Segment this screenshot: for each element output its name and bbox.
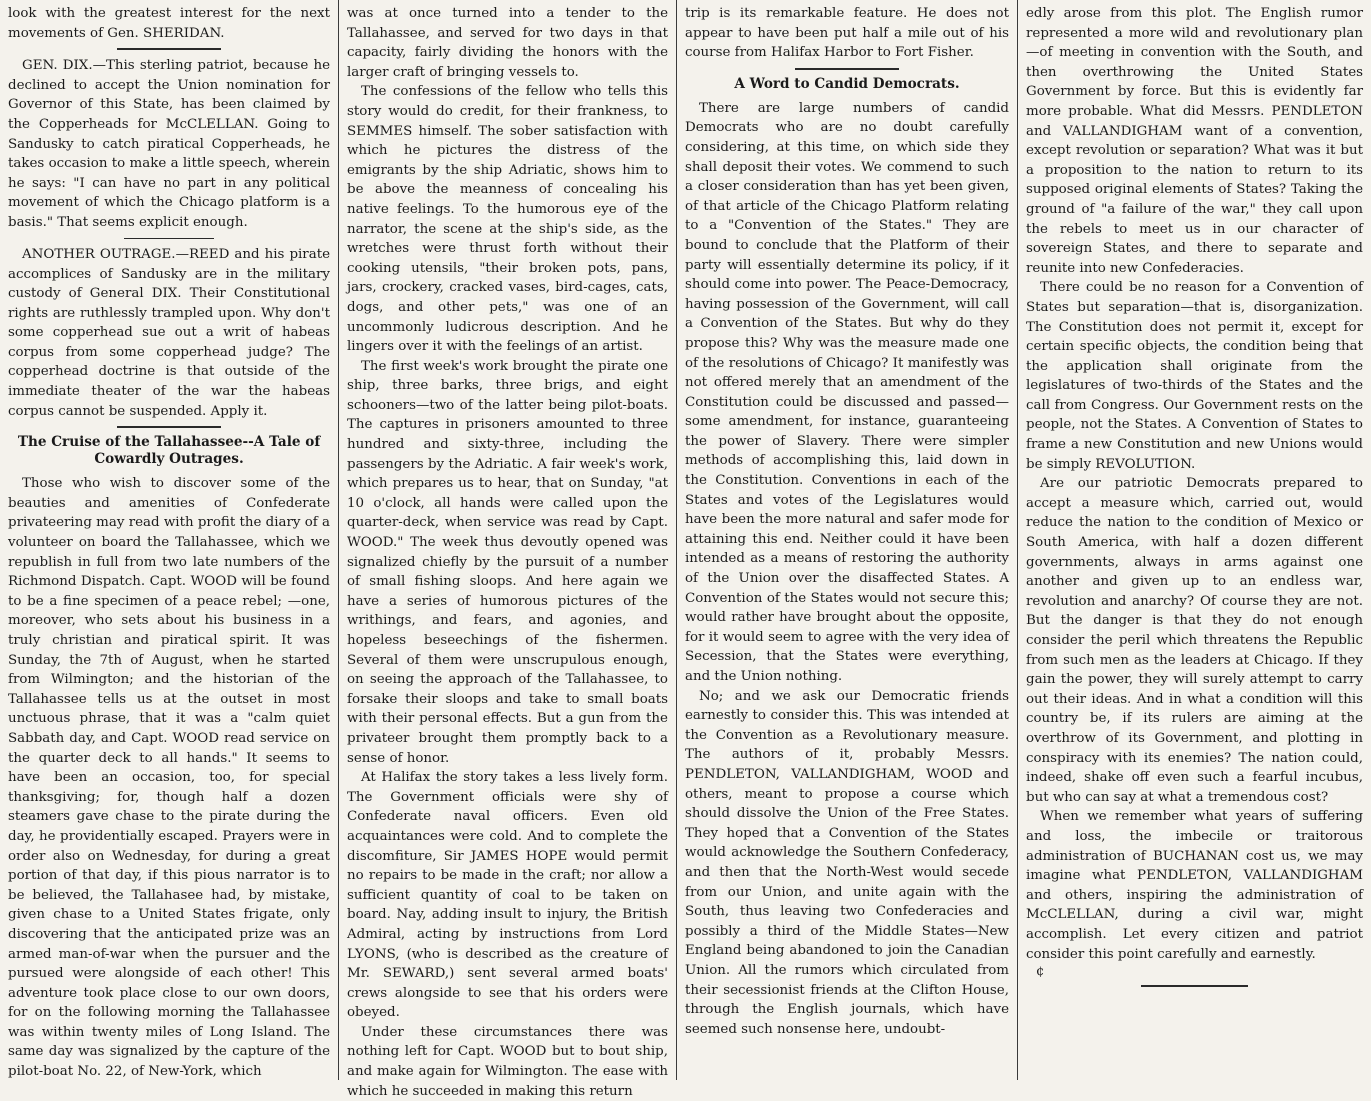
column-4: [1017, 0, 1371, 1080]
paragraph: The confessions of the fellow who tells this story would do credit, for their frankness, to SEMMES himself. The sober satisfaction with which he pictures the distress of the emigrants by the ship Adriatic, shows him to be above the meanness of concealing his native feelings. To the humorous eye of the narrator, the scene at the ship's side, as the wretches were thrust forth without their cooking utensils, "their broken pots, pans, jars, crockery, cracked vases, bird-cages, cats, dogs, and other pets," was one of an uncommonly ludicrous description. And he lingers over it with the feelings of an artist.: [347, 84, 668, 355]
paragraph: Are our patriotic Democrats prepared to accept a measure which, carried out, would reduce the nation to the condition of Mexico or South America, with half a dozen different governments, always in arms against one another and given up to an endless war, revolution and anarchy? Of course they are not. But the danger is that they do not enough consider the peril which threatens the Republic from such men as the leaders at Chicago. If they gain the power, they will surely attempt to carry out their ideas. And in what a condition will this country be, if its rulers are aiming at the overthrow of its Government, and plotting in conspiracy with its enemies? The nation could, indeed, shake off even such a fearful incubus, but who can say at what a tremendous cost?: [1026, 476, 1363, 805]
column-3: [676, 0, 1017, 1080]
paragraph: trip is its remarkable feature. He does not appear to have been put half a mile out of his course from Halifax Harbor to Fort Fisher.: [685, 6, 1009, 61]
divider-rule: [117, 426, 220, 428]
divider-rule: [1141, 985, 1249, 987]
paragraph: At Halifax the story takes a less lively form. The Government officials were shy of Confederate naval officers. Even old acquaintances were cold. And to complete the discomfiture, Sir JAMES HOPE would permit no repairs to be made in the craft; nor allow a sufficient quantity of coal to be taken on board. Nay, adding insult to injury, the British Admiral, acting by instructions from Lord LYONS, (who is described as the creature of Mr. SEWARD,) sent several armed boats' crews alongside to see that his orders were obeyed.: [347, 770, 668, 1021]
divider-rule: [117, 48, 220, 50]
paragraph: There could be no reason for a Convention of States but separation—that is, disorganization. The Constitution does not permit it, except for certain specific objects, the condition being that the application shall originate from the legislatures of two-thirds of the States and the call from Congress. Our Government rests on the people, not the States. A Convention of States to frame a new Constitution and new Unions would be simply REVOLUTION.: [1026, 280, 1363, 472]
paragraph: was at once turned into a tender to the Tallahassee, and served for two days in that capacity, fairly dividing the honors with the larger craft of bringing vessels to.: [347, 6, 668, 80]
column-2: [338, 0, 676, 1099]
article-heading-candid-democrats: A Word to Candid Democrats.: [734, 75, 960, 92]
divider-rule: [124, 238, 214, 239]
paragraph: edly arose from this plot. The English rumor represented a more wild and revolutionary plan—of meeting in convention with the South, and then overthrowing the United States Government by force. But this is evidently far more probable. What did Messrs. PENDLETON and VALLANDIGHAM want of a convention, except revolution or separation? What was it but a proposition to the nation to return to its supposed original elements of States? Taking the ground of "a failure of the war," they call upon the rebels to meet us in our character of sovereign States, and there to separate and reunite into new Confederacies.: [1026, 6, 1363, 276]
paragraph: look with the greatest interest for the next movements of Gen. SHERIDAN.: [8, 6, 330, 41]
paragraph: Under these circumstances there was nothing left for Capt. WOOD but to bout ship, and make again for Wilmington. The ease with which he succeeded in making this return: [347, 1024, 668, 1099]
paragraph: No; and we ask our Democratic friends earnestly to consider this. This was intended at the Convention as a Revolutionary measure. The authors of it, probably Messrs. PENDLETON, VALLANDIGHAM, WOOD and others, meant to propose a course which should dissolve the Union of the Free States. They hoped that a Convention of the States would acknowledge the Southern Confederacy, and then that the North-West would secede from our Union, and unite again with the South, thus leaving two Confederacies and possibly a third of the Middle States—New England being abandoned to join the Canadian Union. All the rumors which circulated from their secessionist friends at the Clifton House, through the English journals, which have seemed such nonsense here, undoubt-: [685, 688, 1009, 1037]
paragraph-another-outrage: ANOTHER OUTRAGE.—REED and his pirate accomplices of Sandusky are in the military custody of General DIX. Their Constitutional rights are ruthlessly trampled upon. Why don't some copperhead sue out a writ of habeas corpus from some copperhead judge? The copperhead doctrine is that outside of the immediate theater of the war the habeas corpus cannot be suspended. Apply it.: [8, 246, 330, 419]
paragraph: When we remember what years of suffering and loss, the imbecile or traitorous administration of BUCHANAN cost us, we may imagine what PENDLETON, VALLANDIGHAM and others, inspiring the administration of McCLELLAN, during a civil war, might accomplish. Let every citizen and patriot consider this point carefully and earnestly.: [1026, 809, 1363, 962]
divider-rule: [795, 68, 899, 70]
article-heading-tallahassee: The Cruise of the Tallahassee--A Tale of Cowardly Outrages.: [17, 434, 321, 468]
ink-mark: ¢: [1036, 964, 1045, 980]
column-1: [0, 0, 338, 1080]
paragraph: Those who wish to discover some of the beauties and amenities of Confederate privateering may read with profit the diary of a volunteer on board the Tallahassee, which we republish in full from two late numbers of the Richmond Dispatch. Capt. WOOD will be found to be a fine specimen of a peace rebel; —one, moreover, who sets about his business in a truly christian and piratical spirit. It was Sunday, the 7th of August, when he started from Wilmington; and the historian of the Tallahassee tells us at the outset in most unctuous phrase, that it was a "calm quiet Sabbath day, and Capt. WOOD read service on the quarter deck to all hands." It seems to have been an occasion, too, for special thanksgiving; for, though half a dozen steamers gave chase to the pirate during the day, he providentially escaped. Prayers were in order also on Wednesday, for during a great portion of that day, if this pious narrator is to be believed, the Tallahasee had, by mistake, given chase to a United States frigate, only discovering that the anticipated prize was an armed man-of-war when the pursuer and the pursued were alongside of each other! This adventure took place close to our own doors, for on the following morning the Tallahassee was within twenty miles of Long Island. The same day was signalized by the capture of the pilot-boat No. 22, of New-York, which: [8, 476, 330, 1080]
paragraph: There are large numbers of candid Democrats who are no doubt carefully considering, at this time, on which side they shall deposit their votes. We commend to such a closer consideration than has yet been given, of that article of the Chicago Platform relating to a "Convention of the States." They are bound to conclude that the Platform of their party will essentially determine its policy, if it should come into power. The Peace-Democracy, having possession of the Government, will call a Convention of the States. But why do they propose this? Why was the measure made one of the resolutions of Chicago? It manifestly was not offered merely that an amendment of the Constitution could be discussed and passed—some amendment, for instance, guaranteeing the power of Slavery. There were simpler methods of accomplishing this, laid down in the Constitution. Conventions in each of the States and votes of the Legislatures would have been the more natural and safer mode for attaining this end. Neither could it have been intended as a means of restoring the authority of the Union over the disaffected States. A Convention of the States would not secure this; would rather have brought about the opposite, for it would seem to agree with the very idea of Secession, that the States were everything, and the Union nothing.: [685, 100, 1009, 684]
paragraph: The first week's work brought the pirate one ship, three barks, three brigs, and eight schooners—two of the latter being pilot-boats. The captures in prisoners amounted to three hundred and sixty-three, including the passengers by the Adriatic. A fair week's work, which prepares us to hear, that on Sunday, "at 10 o'clock, all hands were called upon the quarter-deck, when service was read by Capt. WOOD." The week thus devoutly opened was signalized chiefly by the pursuit of a number of small fishing sloops. And here again we have a series of humorous pictures of the writhings, and fears, and agonies, and hopeless beseechings of the fishermen. Several of them were unscrupulous enough, on seeing the approach of the Tallahassee, to forsake their sloops and take to small boats with their personal effects. But a gun from the privateer brought them promptly back to a sense of honor.: [347, 358, 668, 766]
paragraph-gen-dix: GEN. DIX.—This sterling patriot, because he declined to accept the Union nomination for Governor of this State, has been claimed by the Copperheads for McCLELLAN. Going to Sandusky to catch piratical Copperheads, he takes occasion to make a little speech, wherein he says: "I can have no part in any political movement of which the Chicago platform is a basis." That seems explicit enough.: [8, 58, 330, 230]
